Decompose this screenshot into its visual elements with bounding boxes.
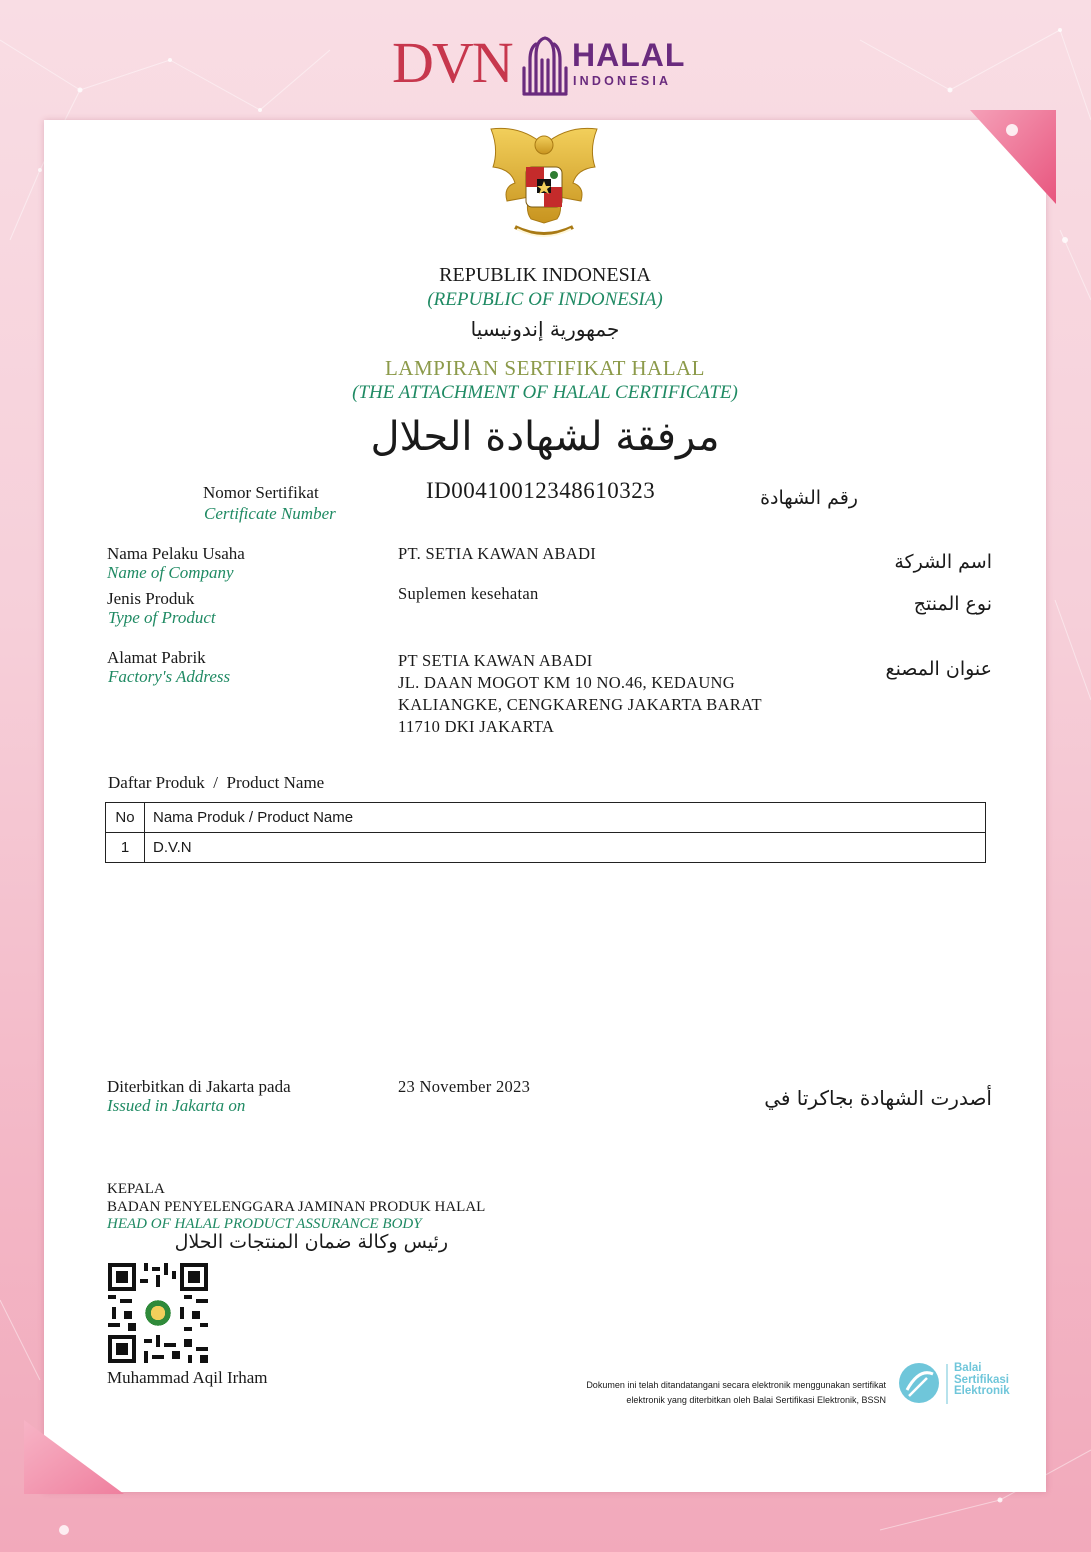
header-logos: [0, 30, 1091, 105]
corner-decoration-top-right: [970, 110, 1056, 204]
issued-date: 23 November 2023: [398, 1077, 531, 1096]
bsre-logo-text: [954, 1363, 1010, 1398]
address-label-ar: عنوان المصنع: [885, 658, 992, 680]
product-type-label-ar: نوع المنتج: [913, 593, 992, 615]
table-cell-no: 1: [106, 833, 145, 863]
table-row: [106, 833, 986, 863]
corner-decoration-bottom-left: [24, 1420, 124, 1552]
address-line-1: PT SETIA KAWAN ABADI: [398, 651, 593, 670]
product-type-label-en: Type of Product: [108, 608, 216, 627]
company-label: Nama Pelaku Usaha: [107, 544, 245, 563]
table-cell-product-name: D.V.N: [145, 833, 986, 863]
bsre-logo-line-2: Sertifikasi: [954, 1373, 1009, 1386]
signatory-title-1: KEPALA: [107, 1181, 165, 1197]
table-header-row: [106, 803, 986, 833]
address-label-en: Factory's Address: [108, 667, 231, 686]
issued-label-en: Issued in Jakarta on: [107, 1096, 246, 1115]
product-list-heading: Daftar Produk / Product Name: [108, 773, 325, 792]
garuda-emblem-icon: [485, 123, 603, 247]
certificate-number: ID00410012348610323: [426, 478, 656, 503]
signatory-title-en: HEAD OF HALAL PRODUCT ASSURANCE BODY: [107, 1216, 422, 1232]
signatory-title-ar: رئيس وكالة ضمان المنتجات الحلال: [174, 1231, 448, 1253]
bsre-logo-line-3: Elektronik: [954, 1385, 1010, 1397]
esign-notice-line-1: Dokumen ini telah ditandatangani secara elektronik menggunakan sertifikat: [586, 1380, 886, 1390]
country-name-en: (REPUBLIC OF INDONESIA): [427, 289, 663, 310]
table-header-product-name: Nama Produk / Product Name: [145, 803, 986, 833]
country-name: REPUBLIK INDONESIA: [439, 264, 651, 286]
signatory-name: Muhammad Aqil Irham: [107, 1368, 268, 1387]
product-type-value: Suplemen kesehatan: [398, 584, 539, 603]
address-line-4: 11710 DKI JAKARTA: [398, 717, 555, 736]
document-title-en: (THE ATTACHMENT OF HALAL CERTIFICATE): [352, 382, 738, 403]
company-label-en: Name of Company: [107, 563, 234, 582]
certificate-number-label: Nomor Sertifikat: [203, 483, 319, 502]
esign-notice-line-2: elektronik yang diterbitkan oleh Balai Sertifikasi Elektronik, BSSN: [626, 1395, 886, 1405]
address-line-2: JL. DAAN MOGOT KM 10 NO.46, KEDAUNG: [398, 673, 735, 692]
halal-indonesia-icon: [522, 34, 568, 98]
issued-label: Diterbitkan di Jakarta pada: [107, 1077, 291, 1096]
certificate-number-label-ar: رقم الشهادة: [760, 487, 858, 509]
address-label: Alamat Pabrik: [107, 648, 206, 667]
document-title: LAMPIRAN SERTIFIKAT HALAL: [384, 356, 706, 380]
document-title-ar: مرفقة لشهادة الحلال: [370, 414, 720, 460]
address-line-3: KALIANGKE, CENGKARENG JAKARTA BARAT: [398, 695, 762, 714]
halal-logo-title: HALAL: [572, 37, 686, 73]
signatory-title-2: BADAN PENYELENGGARA JAMINAN PRODUK HALAL: [107, 1199, 486, 1215]
dvn-logo: DVN: [392, 30, 512, 95]
table-header-no: No: [106, 803, 145, 833]
bsre-logo-line-1: Balai: [954, 1362, 982, 1374]
product-table: [105, 802, 986, 863]
halal-logo-subtitle: INDONESIA: [573, 74, 672, 88]
company-value: PT. SETIA KAWAN ABADI: [398, 544, 597, 563]
product-type-label: Jenis Produk: [107, 589, 195, 608]
qr-code-icon: [108, 1263, 208, 1363]
country-name-ar: جمهورية إندونيسيا: [470, 317, 620, 341]
company-label-ar: اسم الشركة: [894, 551, 992, 573]
issued-label-ar: أصدرت الشهادة بجاكرتا في: [764, 1086, 992, 1110]
certificate-number-label-en: Certificate Number: [204, 504, 336, 523]
